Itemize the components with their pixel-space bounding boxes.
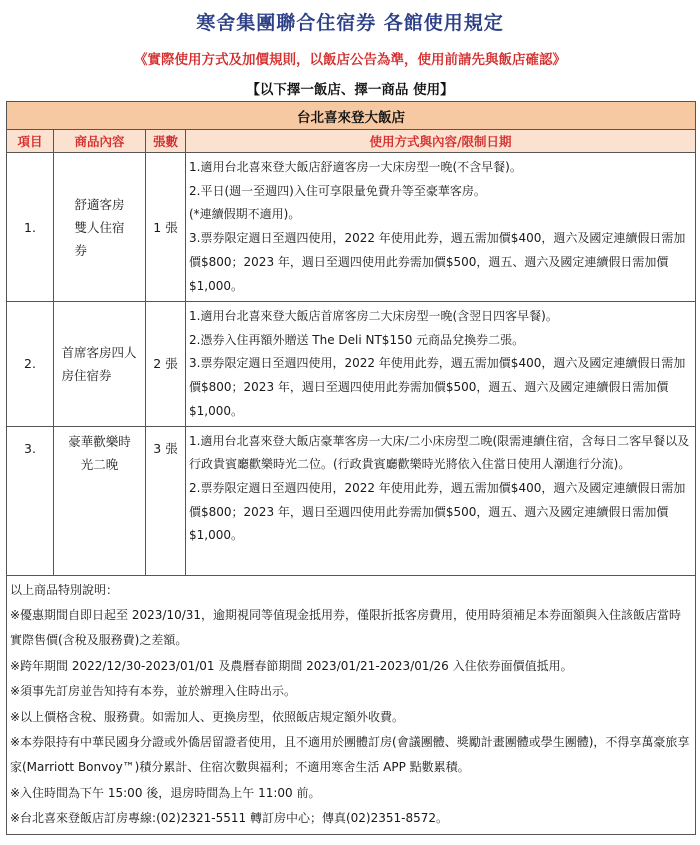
notes-heading: 以上商品特別說明：: [10, 582, 119, 597]
product-usage: [186, 426, 696, 575]
header-usage: 使用方式與內容/限制日期: [186, 130, 696, 153]
product-name: 舒適客房雙人住宿券: [54, 153, 146, 302]
hotel-name: 台北喜來登大飯店: [7, 102, 696, 130]
usage-line: 3.票券限定週日至週四使用，2022 年使用此券，週五需加價$400，週六及國定連續假日需加價$800；2023 年，週日至週四使用此券需加價$500，週五、週六及國定連續假日需加價$1,000。: [189, 231, 686, 293]
note-item: ※台北喜來登飯店訂房專線:(02)2321-5511 轉訂房中心；傳真(02)2351-8572。: [10, 811, 448, 826]
product-count: 1 張: [146, 153, 186, 302]
product-count: 2 張: [146, 302, 186, 427]
usage-line: (*連續假期不適用)。: [189, 207, 301, 222]
usage-line: 2.憑券入住再額外贈送 The Deli NT$150 元商品兌換券二張。: [189, 332, 525, 347]
selection-instruction: 【以下擇一飯店、擇一商品 使用】: [246, 82, 454, 98]
note-item: ※優惠期間自即日起至 2023/10/31，逾期視同等值現金抵用券，僅限折抵客房費用，使用時須補足本券面額與入住該飯店當時實際售價(含稅及服務費)之差額。: [10, 607, 682, 648]
usage-line: 2.平日(週一至週四)入住可享限量免費升等至豪華客房。: [189, 183, 486, 198]
product-name: 首席客房四人房住宿券: [54, 302, 146, 427]
usage-line: 1.適用台北喜來登大飯店首席客房二大床房型一晚(含翌日四客早餐)。: [189, 309, 558, 323]
usage-line: 3.票券限定週日至週四使用，2022 年使用此券，週五需加價$400，週六及國定連續假日需加價$800；2023 年，週日至週四使用此券需加價$500，週五、週六及國定連續假日需加價$1,000。: [189, 356, 686, 418]
header-content: 商品內容: [54, 130, 146, 153]
header-count: 張數: [146, 130, 186, 153]
product-number: 1.: [7, 153, 54, 302]
header-item: 項目: [7, 130, 54, 153]
product-usage: [186, 302, 696, 427]
note-item: ※跨年期間 2022/12/30-2023/01/01 及農曆春節期間 2023/01/21-2023/01/26 入住依券面價值抵用。: [10, 658, 573, 673]
product-number: 2.: [7, 302, 54, 427]
usage-line: 2.票券限定週日至週四使用，2022 年使用此券，週五需加價$400，週六及國定連續假日需加價$800；2023 年，週日至週四使用此券需加價$500，週五、週六及國定連續假日需加價$1,000。: [189, 480, 686, 543]
product-count: 3 張: [146, 426, 186, 575]
table-row: [7, 153, 696, 302]
table-row: [7, 426, 696, 575]
note-item: ※本券限持有中華民國身分證或外僑居留證者使用，且不適用於團體訂房(會議團體、獎勵計畫團體或學生團體)，不得享萬豪旅享家(Marriott Bonvoy™)積分累計、住宿次數與福利；不適用寒舍生活 APP 點數累積。: [10, 734, 690, 775]
usage-line: 1.適用台北喜來登大飯店豪華客房一大床/二小床房型二晚(限需連續住宿，含每日二客早餐以及行政貴賓廳歡樂時光二位。(行政貴賓廳歡樂時光將依入住當日使用人潮進行分流)。: [189, 433, 690, 472]
product-name: 豪華歡樂時光二晚: [54, 426, 146, 575]
note-item: ※入住時間為下午 15:00 後，退房時間為上午 11:00 前。: [10, 785, 321, 800]
page-title: 寒舍集團聯合住宿券 各館使用規定: [196, 12, 504, 34]
product-usage: [186, 153, 696, 302]
table-row: [7, 302, 696, 427]
hotel-rules-table: [6, 101, 696, 835]
page-subtitle: 《實際使用方式及加價規則，以飯店公告為準，使用前請先與飯店確認》: [134, 52, 566, 68]
notes-row: [7, 575, 696, 834]
notes-cell: [7, 575, 696, 834]
note-item: ※以上價格含稅、服務費。如需加人、更換房型，依照飯店規定額外收費。: [10, 709, 405, 724]
note-item: ※須事先訂房並告知持有本券，並於辦理入住時出示。: [10, 684, 297, 699]
usage-line: 1.適用台北喜來登大飯店舒適客房一大床房型一晚(不含早餐)。: [189, 160, 522, 174]
product-number: 3.: [7, 426, 54, 575]
